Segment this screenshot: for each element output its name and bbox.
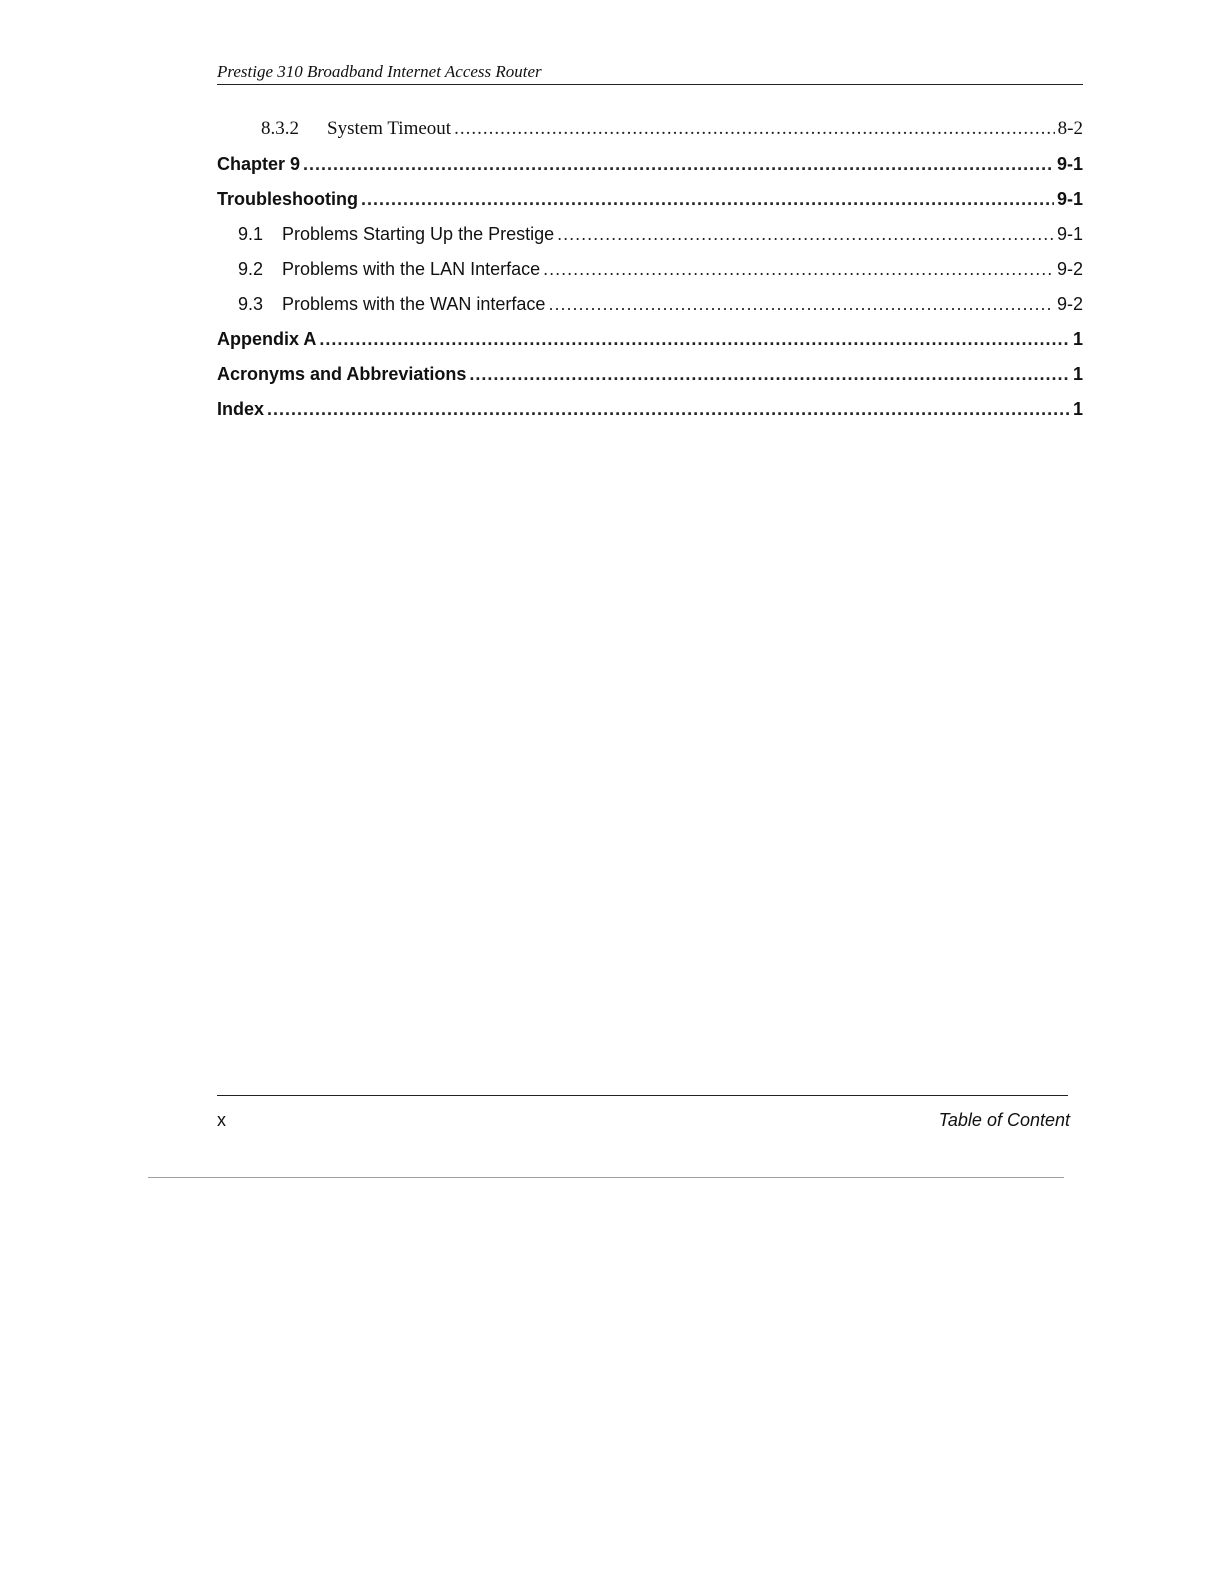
- toc-entry-page: 8-2: [1057, 118, 1083, 139]
- toc-entry-page: 9-1: [1056, 189, 1083, 209]
- footer-section-title: Table of Content: [938, 1110, 1070, 1130]
- toc-entry-page: 9-2: [1056, 259, 1083, 279]
- dot-leader: [454, 118, 1055, 140]
- toc-entry[interactable]: [217, 352, 1083, 387]
- toc-entry[interactable]: [217, 387, 1083, 422]
- toc-entry[interactable]: [217, 317, 1083, 352]
- toc-entry-number: 8.3.2: [261, 118, 299, 139]
- toc-entry-title: Troubleshooting: [217, 189, 358, 209]
- toc-entry-title: Chapter 9: [217, 154, 301, 174]
- dot-leader: [303, 154, 1054, 175]
- toc-entry[interactable]: [217, 107, 1083, 142]
- toc-entry[interactable]: [217, 212, 1083, 247]
- toc-entry-title: Acronyms and Abbreviations: [217, 364, 467, 384]
- toc-entry-number: 9.2: [238, 259, 264, 279]
- scan-artifact-line: [148, 1177, 1064, 1178]
- toc-entry-title: Appendix A: [217, 329, 317, 349]
- toc-entry-title: Problems with the WAN interface: [282, 294, 546, 314]
- toc-entry-title: Problems Starting Up the Prestige: [282, 224, 555, 244]
- footer-divider: [217, 1095, 1068, 1096]
- dot-leader: [543, 259, 1054, 280]
- toc-entry[interactable]: [217, 247, 1083, 282]
- dot-leader: [267, 399, 1070, 420]
- dot-leader: [548, 294, 1054, 315]
- toc-entry[interactable]: [217, 282, 1083, 317]
- toc-entry-number: 9.3: [238, 294, 264, 314]
- table-of-contents: [217, 107, 1083, 422]
- toc-entry-page: 1: [1072, 329, 1083, 349]
- dot-leader: [557, 224, 1054, 245]
- toc-entry-page: 1: [1072, 364, 1083, 384]
- toc-entry-number: 9.1: [238, 224, 264, 244]
- running-header: Prestige 310 Broadband Internet Access Router: [217, 60, 1083, 85]
- toc-entry-page: 1: [1072, 399, 1083, 419]
- toc-entry-title: Index: [217, 399, 265, 419]
- dot-leader: [361, 189, 1054, 210]
- toc-entry-page: 9-1: [1056, 224, 1083, 244]
- toc-entry-title: Problems with the LAN Interface: [282, 259, 541, 279]
- toc-entry-title: System Timeout: [327, 118, 452, 139]
- toc-entry-page: 9-2: [1056, 294, 1083, 314]
- dot-leader: [469, 364, 1070, 385]
- dot-leader: [319, 329, 1070, 350]
- toc-entry[interactable]: [217, 142, 1083, 177]
- toc-entry[interactable]: [217, 177, 1083, 212]
- toc-entry-page: 9-1: [1056, 154, 1083, 174]
- footer-page-number: x: [217, 1110, 226, 1130]
